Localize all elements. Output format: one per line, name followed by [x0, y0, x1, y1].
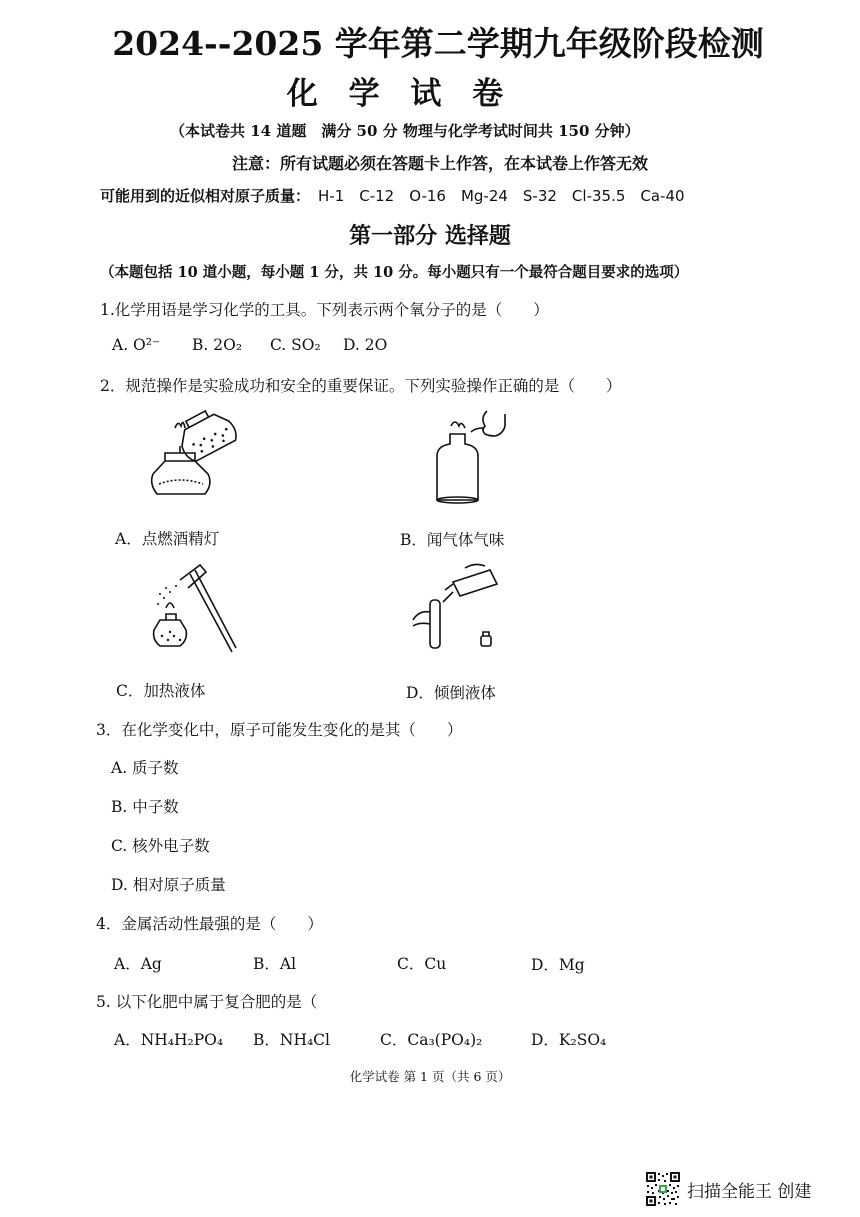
question-4-option-a: A．Ag: [114, 955, 162, 973]
part-one-description: （本题包括 10 道小题，每小题 1 分，共 10 分。每小题只有一个最符合题目要求的选项）: [100, 264, 689, 281]
question-1-option-b: B. 2O₂: [192, 336, 243, 354]
question-3-stem: 3．在化学变化中，原子可能发生变化的是其（ ）: [96, 721, 463, 739]
question-5-stem: 5. 以下化肥中属于复合肥的是（: [96, 993, 318, 1011]
question-1-option-c: C. SO₂: [270, 336, 321, 354]
figure-b-caption: B．闻气体气味: [400, 531, 505, 549]
figure-d-caption: D．倾倒液体: [406, 684, 496, 702]
question-4-option-b: B．Al: [253, 955, 297, 973]
atomic-masses-values: H-1 C-12 O-16 Mg-24 S-32 Cl-35.5 Ca-40: [318, 187, 685, 205]
qr-code-icon: [645, 1171, 681, 1207]
atomic-masses-label: 可能用到的近似相对原子质量：: [100, 187, 311, 205]
question-1-stem: 1.化学用语是学习化学的工具。下列表示两个氧分子的是（ ）: [100, 301, 549, 319]
subject-title: 化 学 试 卷: [286, 76, 514, 112]
question-3-option-c: C. 核外电子数: [111, 837, 210, 855]
question-4-option-d: D．Mg: [531, 956, 585, 974]
question-3-option-b: B. 中子数: [111, 798, 179, 816]
question-4-option-c: C．Cu: [397, 955, 447, 973]
question-1-option-d: D. 2O: [343, 336, 388, 354]
smelling-gas-figure: [425, 406, 515, 506]
scanner-watermark: [645, 1171, 811, 1207]
question-1-option-a: A. O²⁻: [112, 336, 161, 354]
figure-c-caption: C．加热液体: [116, 682, 206, 700]
answer-notice: 注意：所有试题必须在答题卡上作答，在本试卷上作答无效: [232, 154, 649, 173]
heating-liquid-figure: [140, 560, 240, 660]
question-3-option-d: D. 相对原子质量: [111, 876, 226, 894]
alcohol-lamp-lighting-figure: [135, 406, 245, 501]
atomic-masses-line: [100, 185, 685, 206]
figure-a-caption: A．点燃酒精灯: [115, 530, 220, 548]
exam-title: 2024--2025 学年第二学期九年级阶段检测: [112, 24, 764, 63]
scanner-watermark-text: 扫描全能王 创建: [687, 1181, 812, 1202]
question-3-option-a: A. 质子数: [111, 759, 179, 777]
page-footer: 化学试卷 第 1 页（共 6 页）: [349, 1069, 511, 1084]
question-5-option-b: B．NH₄Cl: [253, 1031, 331, 1049]
question-5-option-a: A．NH₄H₂PO₄: [114, 1031, 224, 1049]
question-5-option-c: C．Ca₃(PO₄)₂: [380, 1031, 483, 1049]
question-5-option-d: D．K₂SO₄: [531, 1031, 607, 1049]
pouring-liquid-figure: [405, 562, 505, 657]
part-one-heading: 第一部分 选择题: [349, 223, 511, 249]
exam-scope-note: （本试卷共 14 道题 满分 50 分 物理与化学考试时间共 150 分钟）: [170, 122, 640, 140]
question-2-stem: 2．规范操作是实验成功和安全的重要保证。下列实验操作正确的是（ ）: [100, 377, 622, 395]
question-4-stem: 4．金属活动性最强的是（ ）: [96, 915, 323, 933]
